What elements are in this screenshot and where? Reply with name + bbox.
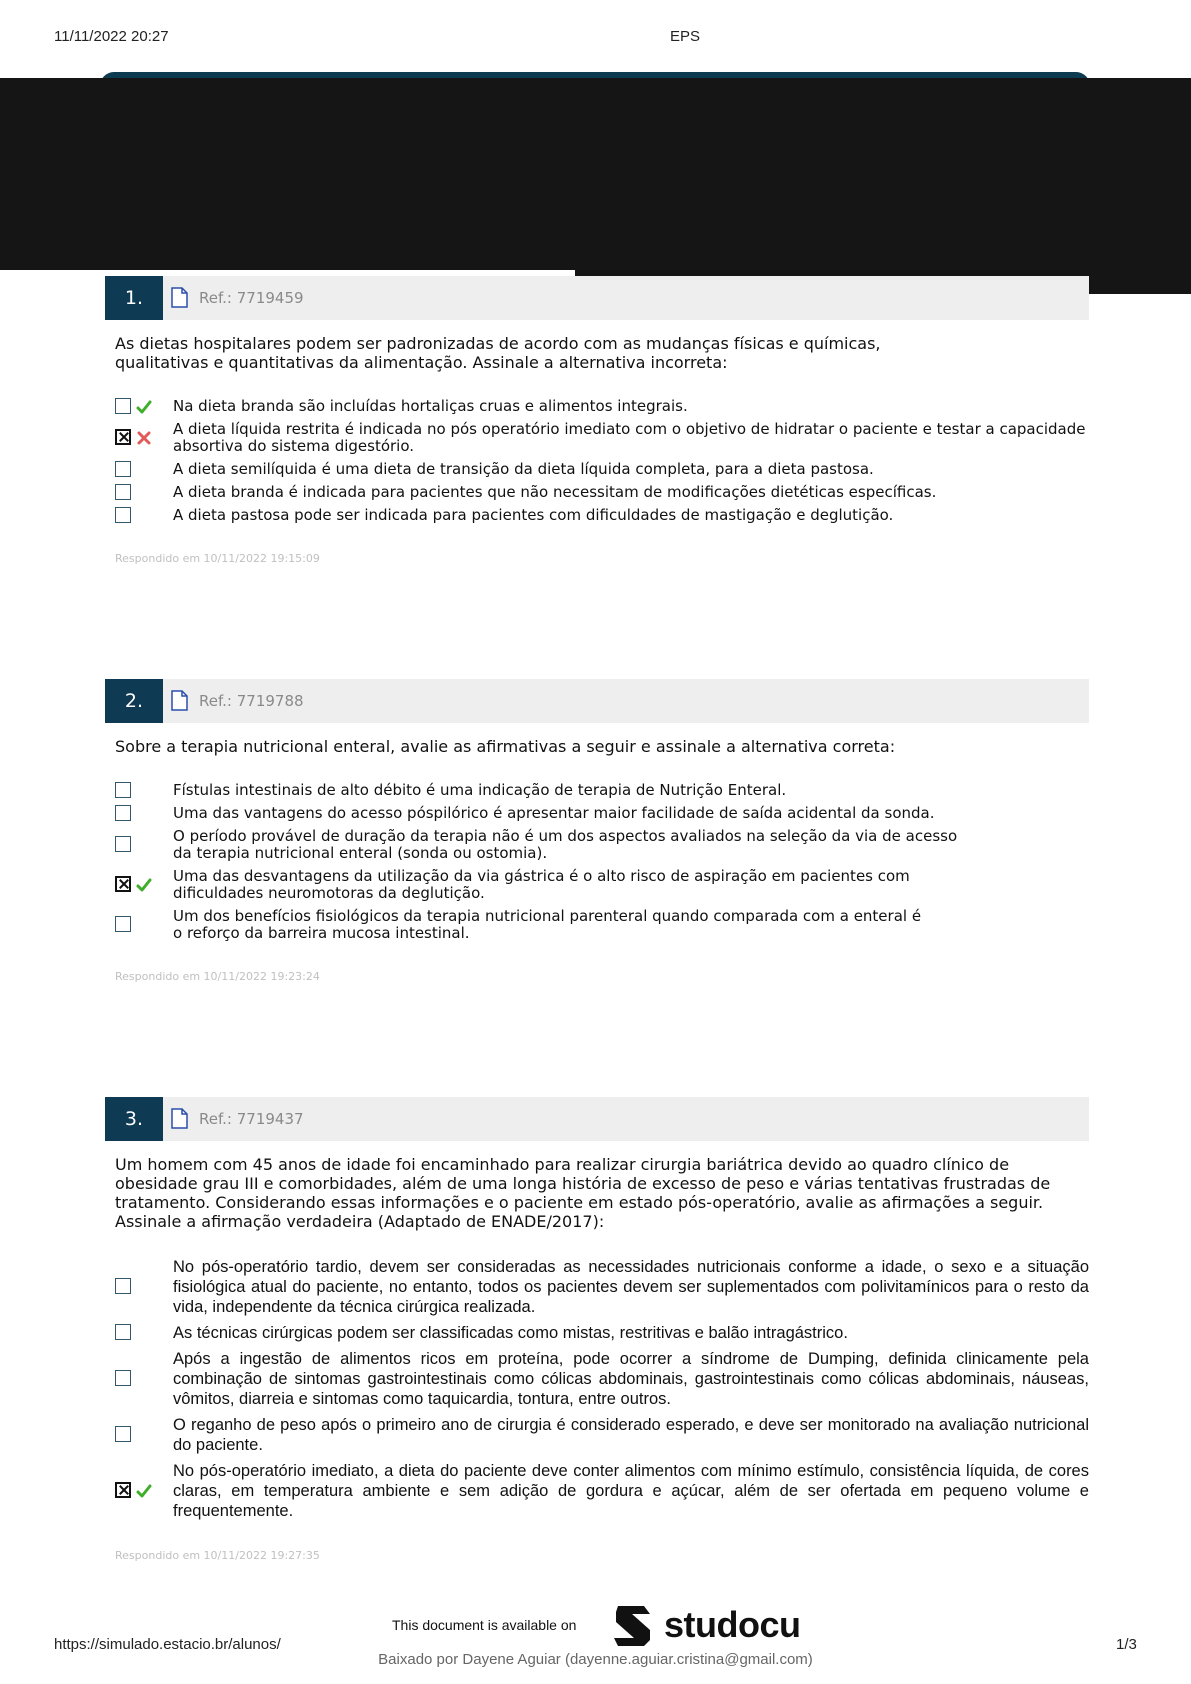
alternative-item[interactable] (115, 507, 1089, 524)
alternative-text: O período provável de duração da terapia não é um dos aspectos avaliados na seleção da via de acesso da terapia nutricional enteral (sonda ou ostomia). (173, 827, 958, 862)
checkbox[interactable] (115, 1426, 131, 1442)
checkbox[interactable] (115, 916, 131, 932)
question-ref: Ref.: 7719459 (199, 289, 304, 307)
print-header (0, 28, 1191, 48)
checkbox[interactable] (115, 805, 131, 821)
downloaded-by: Baixado por Dayene Aguiar (dayenne.aguiar.cristina@gmail.com) (378, 1651, 813, 1668)
alternative-text: A dieta líquida restrita é indicada no pós operatório imediato com o objetivo de hidratar o paciente e testar a capacidade absortiva do sistema digestório. (173, 420, 1086, 455)
question-ref: Ref.: 7719437 (199, 1110, 304, 1128)
document-icon[interactable] (171, 690, 188, 711)
print-datetime: 11/11/2022 20:27 (54, 28, 169, 45)
alternative-item[interactable] (115, 1257, 1089, 1317)
alternative-item[interactable] (115, 484, 1089, 501)
question-1 (105, 276, 1089, 565)
page-number: 1/3 (1116, 1636, 1137, 1653)
question-number: 3. (105, 1097, 163, 1141)
alternative-item[interactable] (115, 421, 1089, 455)
studocu-logo[interactable] (610, 1601, 801, 1649)
checkbox[interactable] (115, 1324, 131, 1340)
checkbox[interactable] (115, 1278, 131, 1294)
alternative-item[interactable] (115, 782, 1089, 799)
checkbox[interactable] (115, 484, 131, 500)
alternative-item[interactable] (115, 908, 1089, 942)
check-icon (136, 399, 152, 415)
question-number: 2. (105, 679, 163, 723)
alternatives-list (105, 1257, 1089, 1521)
alternative-item[interactable] (115, 1349, 1089, 1409)
answered-timestamp: Respondido em 10/11/2022 19:15:09 (115, 552, 320, 565)
alternative-item[interactable] (115, 828, 1089, 862)
document-icon[interactable] (171, 287, 188, 308)
alternatives-list (105, 398, 1089, 524)
document-icon[interactable] (171, 1108, 188, 1129)
alternative-text: As técnicas cirúrgicas podem ser classificadas como mistas, restritivas e balão intragástrico. (173, 1324, 848, 1342)
alternative-text: No pós-operatório tardio, devem ser consideradas as necessidades nutricionais conforme a idade, o sexo e a situação fisiológica atual do paciente, no entanto, todos os pacientes devem ser suplementados com polivitamínicos para o resto da vida, independente da técnica cirúrgica realizada. (173, 1258, 1089, 1316)
question-stem: Um homem com 45 anos de idade foi encaminhado para realizar cirurgia bariátrica devido ao quadro clínico de obesidade grau III e comorbidades, além de uma longa história de excesso de peso e várias tentativas frustradas de tratamento. Considerando essas informações e o paciente em estado pós-operatório, avalie as afirmações a seguir. Assinale a afirmação verdadeira (Adaptado de ENADE/2017): (115, 1155, 1051, 1231)
question-ref: Ref.: 7719788 (199, 692, 304, 710)
checkbox[interactable] (115, 507, 131, 523)
question-number: 1. (105, 276, 163, 320)
answered-timestamp: Respondido em 10/11/2022 19:27:35 (115, 1549, 320, 1562)
alternative-item[interactable] (115, 398, 1089, 415)
alternative-text: Uma das vantagens do acesso póspilórico é apresentar maior facilidade de saída acidental da sonda. (173, 804, 935, 822)
alternative-text: A dieta semilíquida é uma dieta de transição da dieta líquida completa, para a dieta pastosa. (173, 460, 874, 478)
alternative-item[interactable] (115, 1461, 1089, 1521)
checkbox[interactable] (115, 782, 131, 798)
alternative-item[interactable] (115, 805, 1089, 822)
check-icon (136, 1483, 152, 1499)
alternative-text: A dieta pastosa pode ser indicada para pacientes com dificuldades de mastigação e deglutição. (173, 506, 894, 524)
checkbox-checked[interactable] (115, 429, 131, 445)
studocu-wordmark: studocu (664, 1604, 801, 1645)
footer-available-text: This document is available on (392, 1617, 577, 1633)
question-header (105, 276, 1089, 320)
print-title: EPS (670, 28, 701, 45)
checkbox[interactable] (115, 398, 131, 414)
alternative-text: Um dos benefícios fisiológicos da terapia nutricional parenteral quando comparada com a enteral é o reforço da barreira mucosa intestinal. (173, 907, 922, 942)
question-stem: As dietas hospitalares podem ser padronizadas de acordo com as mudanças físicas e químicas, qualitativas e quantitativas da alimentação. Assinale a alternativa incorreta: (115, 334, 881, 372)
check-icon (136, 877, 152, 893)
checkbox[interactable] (115, 1370, 131, 1386)
alternative-item[interactable] (115, 461, 1089, 478)
question-3 (105, 1097, 1089, 1562)
alternative-text: No pós-operatório imediato, a dieta do paciente deve conter alimentos com mínimo estímulo, consistência líquida, de cores claras, em temperatura ambiente e sem adição de gordura e açúcar, além de ser ofertada em pequeno volume e frequentemente. (173, 1462, 1089, 1520)
alternative-text: Na dieta branda são incluídas hortaliças cruas e alimentos integrais. (173, 397, 688, 415)
checkbox[interactable] (115, 836, 131, 852)
answered-timestamp: Respondido em 10/11/2022 19:23:24 (115, 970, 320, 983)
question-stem: Sobre a terapia nutricional enteral, avalie as afirmativas a seguir e assinale a alternativa correta: (115, 737, 896, 756)
question-header (105, 679, 1089, 723)
question-2 (105, 679, 1089, 983)
alternative-item[interactable] (115, 868, 1089, 902)
studocu-s-icon (610, 1602, 656, 1648)
alternative-text: Fístulas intestinais de alto débito é uma indicação de terapia de Nutrição Enteral. (173, 781, 787, 799)
redacted-area (0, 78, 1191, 270)
alternative-text: Uma das desvantagens da utilização da via gástrica é o alto risco de aspiração em pacientes com dificuldades neuromotoras da deglutição. (173, 867, 910, 902)
checkbox-checked[interactable] (115, 876, 131, 892)
page-url: https://simulado.estacio.br/alunos/ (54, 1636, 281, 1653)
question-header (105, 1097, 1089, 1141)
alternative-text: A dieta branda é indicada para pacientes que não necessitam de modificações dietéticas específicas. (173, 483, 937, 501)
alternative-text: Após a ingestão de alimentos ricos em proteína, pode ocorrer a síndrome de Dumping, definida clinicamente pela combinação de sintomas gastrointestinais como cólicas abdominais, gastrointestinais como cólicas abdominais, náuseas, vômitos, diarreia e sintomas como taquicardia, tontura, entre outros. (173, 1350, 1089, 1408)
checkbox-checked[interactable] (115, 1482, 131, 1498)
alternatives-list (105, 782, 1089, 942)
alternative-item[interactable] (115, 1323, 1089, 1343)
alternative-item[interactable] (115, 1415, 1089, 1455)
cross-icon (136, 430, 152, 446)
checkbox[interactable] (115, 461, 131, 477)
alternative-text: O reganho de peso após o primeiro ano de cirurgia é considerado esperado, e deve ser monitorado na avaliação nutricional do paciente. (173, 1416, 1089, 1454)
